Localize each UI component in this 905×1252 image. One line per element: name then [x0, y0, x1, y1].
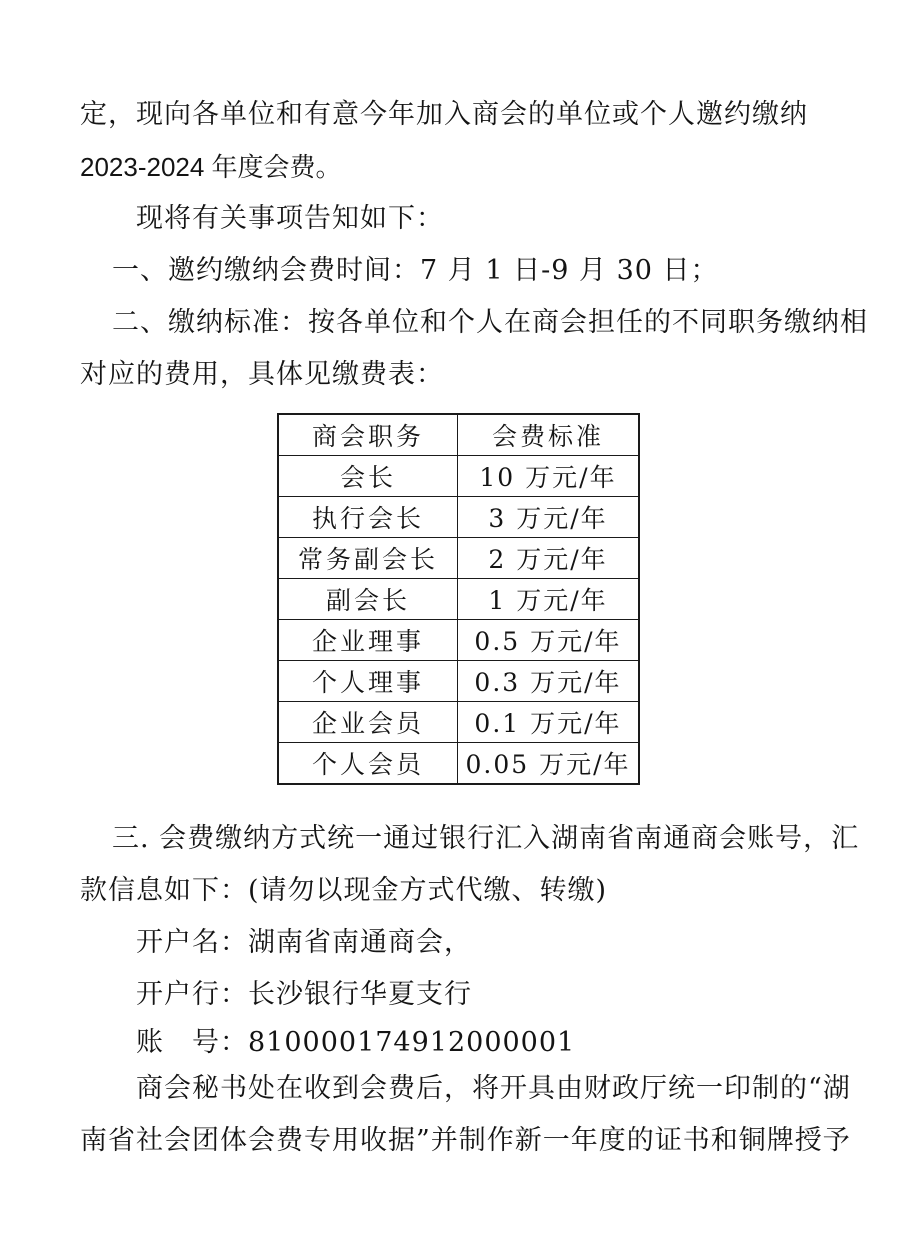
- account-number: 账 号：810000174912000001: [136, 1027, 576, 1058]
- paragraph-line: 定，现向各单位和有意今年加入商会的单位或个人邀约缴纳: [80, 99, 808, 130]
- item-1-time: 一、邀约缴纳会费时间：7 月 1 日-9 月 30 日；: [112, 255, 719, 286]
- header-position: 商会职务: [278, 414, 458, 456]
- item-3-payment: 三. 会费缴纳方式统一通过银行汇入湖南省南通商会账号，汇: [112, 823, 860, 854]
- fee-cell: 2 万元/年: [458, 538, 640, 579]
- position-cell: 企业理事: [278, 620, 458, 661]
- item-3-payment-cont: 款信息如下：(请勿以现金方式代缴、转缴): [80, 875, 608, 906]
- position-cell: 个人理事: [278, 661, 458, 702]
- closing-paragraph: 商会秘书处在收到会费后，将开具由财政厅统一印制的“湖: [136, 1073, 851, 1104]
- fee-cell: 0.1 万元/年: [458, 702, 640, 743]
- header-fee: 会费标准: [458, 414, 640, 456]
- position-cell: 执行会长: [278, 497, 458, 538]
- fee-cell: 0.5 万元/年: [458, 620, 640, 661]
- fee-cell: 0.05 万元/年: [458, 743, 640, 785]
- table-row: [278, 702, 639, 743]
- account-bank: 开户行：长沙银行华夏支行: [136, 979, 472, 1010]
- position-cell: 个人会员: [278, 743, 458, 785]
- table-header-row: [278, 414, 639, 456]
- position-cell: 常务副会长: [278, 538, 458, 579]
- table-row: [278, 579, 639, 620]
- table-row: [278, 661, 639, 702]
- fee-cell: 1 万元/年: [458, 579, 640, 620]
- intro-line: 现将有关事项告知如下：: [136, 203, 444, 234]
- table-row: [278, 456, 639, 497]
- table-row: [278, 743, 639, 785]
- table-row: [278, 620, 639, 661]
- fee-cell: 3 万元/年: [458, 497, 640, 538]
- position-cell: 会长: [278, 456, 458, 497]
- table-row: [278, 497, 639, 538]
- fee-cell: 10 万元/年: [458, 456, 640, 497]
- item-2-standard: 二、缴纳标准：按各单位和个人在商会担任的不同职务缴纳相: [112, 307, 868, 338]
- position-cell: 副会长: [278, 579, 458, 620]
- fee-table: [277, 413, 640, 785]
- position-cell: 企业会员: [278, 702, 458, 743]
- table-row: [278, 538, 639, 579]
- closing-paragraph-cont: 南省社会团体会费专用收据”并制作新一年度的证书和铜牌授予: [80, 1125, 851, 1156]
- item-2-standard-cont: 对应的费用，具体见缴费表：: [80, 359, 444, 390]
- account-name: 开户名：湖南省南通商会，: [136, 927, 472, 958]
- fee-cell: 0.3 万元/年: [458, 661, 640, 702]
- paragraph-line: 2023-2024 年度会费。: [80, 152, 342, 182]
